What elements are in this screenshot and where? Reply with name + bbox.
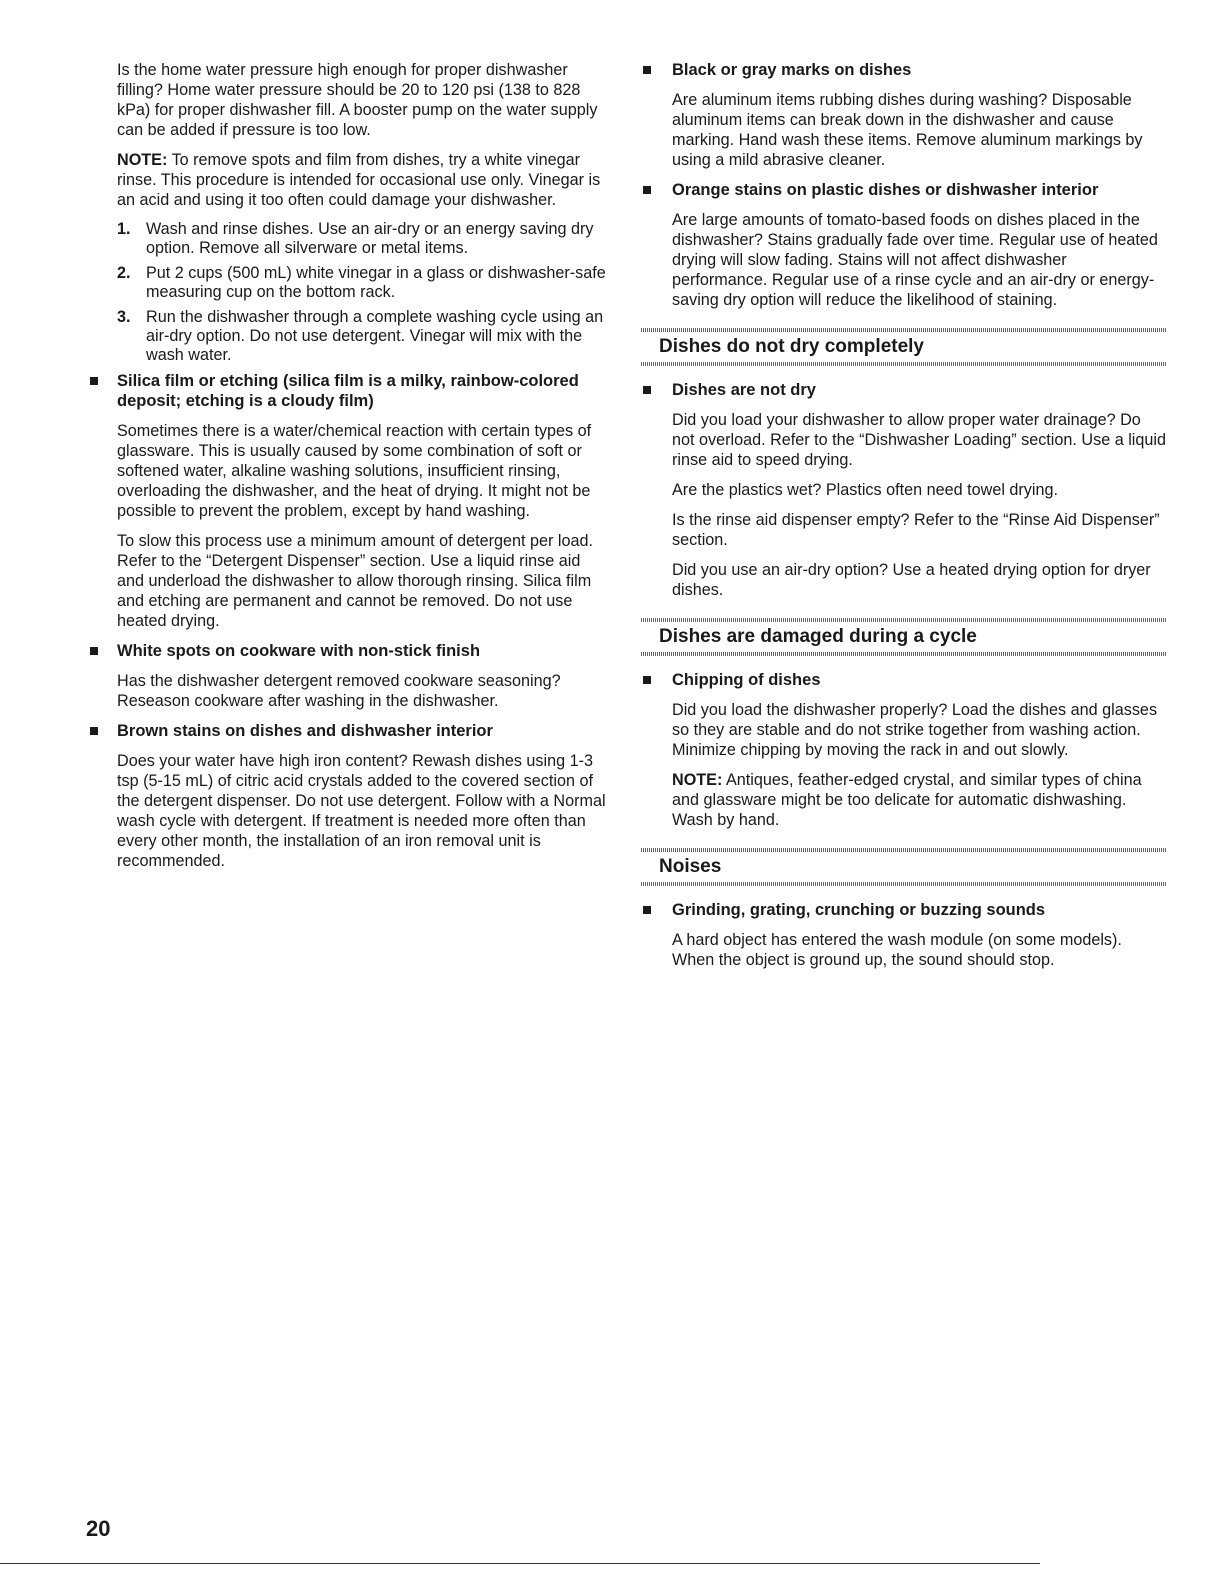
chipping-paragraph: Did you load the dishwasher properly? Load the dishes and glasses so they are stable and do not strike together from washing action. Minimize chipping by moving the rack in and out slowly. [672,701,1158,759]
not-dry-heading [641,380,1166,400]
not-dry-paragraph-3: Is the rinse aid dispenser empty? Refer to the “Rinse Aid Dispenser” section. [672,511,1160,549]
section-title-dry: Dishes do not dry completely [659,336,924,357]
step-number: 2. [117,264,131,282]
step-number: 1. [117,220,131,238]
orange-stains-heading [641,180,1166,200]
step-text: Run the dishwasher through a complete washing cycle using an air-dry option. Do not use detergent. Vinegar will mix with the wash water. [146,308,604,364]
section-rule [641,882,1166,886]
step-text: Put 2 cups (500 mL) white vinegar in a glass or dishwasher-safe measuring cup on the bottom rack. [146,264,606,301]
step-3 [117,308,607,365]
bullet-square-icon [643,66,651,74]
note-text: To remove spots and film from dishes, try a white vinegar rinse. This procedure is intended for occasional use only. Vinegar is an acid and using it too often could damage your dishwasher. [117,151,601,209]
grinding-paragraph: A hard object has entered the wash module (on some models). When the object is ground up, the sound should stop. [672,931,1122,969]
bullet-square-icon [643,676,651,684]
black-marks-heading [641,60,1166,80]
orange-stains-heading-text: Orange stains on plastic dishes or dishwasher interior [672,181,1099,199]
black-marks-paragraph: Are aluminum items rubbing dishes during washing? Disposable aluminum items can break down in the dishwasher and cause marking. Hand wash these items. Remove aluminum markings by using a mild abrasive cleaner. [672,91,1143,169]
bullet-square-icon [643,386,651,394]
chipping-note [641,770,1166,830]
water-pressure-paragraph: Is the home water pressure high enough for proper dishwasher filling? Home water pressure should be 20 to 120 psi (138 to 828 kPa) for proper dishwasher fill. A booster pump on the water supply can be added if pressure is too low. [117,61,598,139]
chipping-heading [641,670,1166,690]
section-noises [641,848,1166,886]
vinegar-note [117,150,607,210]
bottom-rule [0,1563,1040,1564]
silica-heading-text: Silica film or etching (silica film is a milky, rainbow-colored deposit; etching is a cloudy film) [117,372,579,410]
left-column [117,60,607,881]
orange-stains-paragraph: Are large amounts of tomato-based foods on dishes placed in the dishwasher? Stains gradually fade over time. Regular use of heated drying will slow fading. Stains will not affect dishwasher performance. Regular use of a rinse cycle and an air-dry or energy-saving dry option will reduce the likelihood of staining. [672,211,1158,309]
silica-heading [117,371,607,411]
not-dry-paragraph-1: Did you load your dishwasher to allow proper water drainage? Do not overload. Refer to the “Dishwasher Loading” section. Use a liquid rinse aid to speed drying. [672,411,1166,469]
bullet-square-icon [90,727,98,735]
section-title-damaged: Dishes are damaged during a cycle [659,626,977,647]
white-spots-paragraph: Has the dishwasher detergent removed cookware seasoning? Reseason cookware after washing in the dishwasher. [117,672,561,710]
section-damaged [641,618,1166,656]
note-label: NOTE: [117,151,168,169]
note-label: NOTE: [672,771,723,789]
brown-stains-heading [117,721,607,741]
section-dry [641,328,1166,366]
not-dry-heading-text: Dishes are not dry [672,381,816,399]
black-marks-heading-text: Black or gray marks on dishes [672,61,912,79]
brown-stains-paragraph: Does your water have high iron content? Rewash dishes using 1-3 tsp (5-15 mL) of citric acid crystals added to the covered section of the detergent dispenser. Do not use detergent. Follow with a Normal wash cycle with detergent. If treatment is needed more often than every other month, the installation of an iron removal unit is recommended. [117,752,606,870]
silica-paragraph-2: To slow this process use a minimum amount of detergent per load. Refer to the “Detergent Dispenser” section. Use a liquid rinse aid and underload the dishwasher to allow thorough rinsing. Silica film and etching are permanent and cannot be removed. Do not use heated drying. [117,532,593,630]
bullet-square-icon [643,906,651,914]
brown-stains-heading-text: Brown stains on dishes and dishwasher interior [117,722,493,740]
step-2 [117,264,607,302]
step-1 [117,220,607,258]
page-number: 20 [86,1516,111,1541]
bullet-square-icon [643,186,651,194]
section-rule [641,362,1166,366]
silica-paragraph-1: Sometimes there is a water/chemical reaction with certain types of glassware. This is usually caused by some combination of soft or softened water, alkaline washing solutions, insufficient rinsing, overloading the dishwasher, and the heat of drying. It might not be possible to prevent the problem, except by hand washing. [117,422,592,520]
section-title-noises: Noises [659,856,722,877]
bullet-square-icon [90,647,98,655]
not-dry-paragraph-4: Did you use an air-dry option? Use a heated drying option for dryer dishes. [672,561,1151,599]
bullet-square-icon [90,377,98,385]
grinding-heading [641,900,1166,920]
white-spots-heading [117,641,607,661]
section-rule [641,652,1166,656]
not-dry-paragraph-2: Are the plastics wet? Plastics often need towel drying. [672,481,1059,499]
note-text: Antiques, feather-edged crystal, and similar types of china and glassware might be too delicate for automatic dishwashing. Wash by hand. [672,771,1142,829]
step-number: 3. [117,308,131,326]
right-column [641,60,1166,980]
vinegar-steps [117,220,607,365]
chipping-heading-text: Chipping of dishes [672,671,821,689]
grinding-heading-text: Grinding, grating, crunching or buzzing sounds [672,901,1046,919]
step-text: Wash and rinse dishes. Use an air-dry or an energy saving dry option. Remove all silverware or metal items. [146,220,594,257]
white-spots-heading-text: White spots on cookware with non-stick finish [117,642,481,660]
